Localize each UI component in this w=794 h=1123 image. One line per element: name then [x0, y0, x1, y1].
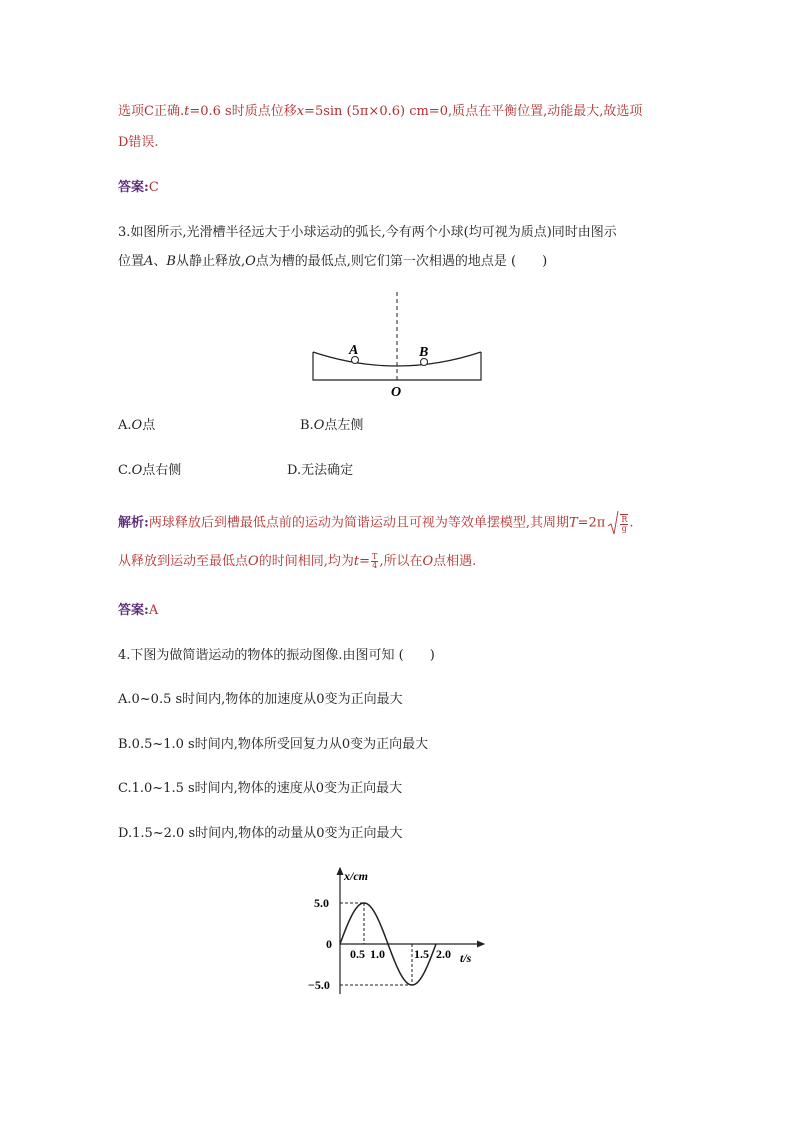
- q3-option-d: D.无法确定: [287, 463, 354, 478]
- q3-var-B: B: [166, 254, 176, 269]
- q3-var-O: O: [245, 254, 256, 269]
- q2-expl-var-t: t: [184, 104, 190, 119]
- q2-answer: [118, 178, 159, 198]
- x-tick-2.0: 2.0: [436, 947, 451, 961]
- q2-explanation-line2: D错误.: [118, 135, 159, 150]
- q3-option-c-text: 点右侧: [142, 463, 182, 478]
- q4-vibration-graph: [300, 862, 500, 1002]
- t-fraction: [371, 553, 378, 570]
- q3-expl-var-T: T: [568, 515, 578, 531]
- q4-option-d: D.1.5~2.0 s时间内,物体的动量从0变为正向最大: [118, 826, 403, 841]
- x-tick-0.5: 0.5: [350, 947, 365, 961]
- sqrt-fraction: [620, 514, 628, 533]
- fraction-denominator: 4: [372, 561, 378, 570]
- q3-stem-text-a: 位置: [118, 254, 145, 269]
- x-tick-1.5: 1.5: [414, 947, 429, 961]
- q3-expl-label: 解析:: [118, 515, 149, 531]
- q4-option-c: C.1.0~1.5 s时间内,物体的速度从0变为正向最大: [118, 781, 403, 796]
- q3-stem-line1: 3.如图所示,光滑槽半径远大于小球运动的弧长,今有两个小球(均可视为质点)同时由图示: [118, 225, 617, 240]
- sqrt-numerator: R: [621, 514, 628, 524]
- q3-expl-period: .: [629, 515, 634, 531]
- q3-option-b: [300, 416, 363, 436]
- y-tick-zero: 0: [326, 937, 332, 951]
- sqrt-radical-icon: [607, 510, 619, 536]
- q3-expl-eq: =2π: [577, 515, 606, 531]
- q3-option-b-prefix: B.: [300, 418, 314, 433]
- q3-option-a-text: 点: [142, 418, 156, 433]
- q3-expl2-var-O: O: [248, 554, 259, 569]
- y-axis-label: x/cm: [344, 869, 368, 883]
- q3-option-a-prefix: A.: [118, 418, 132, 433]
- q3-stem-text-c: 点为槽的最低点,则它们第一次相遇的地点是 ( ): [255, 254, 548, 269]
- label-a: A: [349, 343, 359, 358]
- q3-option-b-var: O: [313, 418, 325, 433]
- q2-expl-text-c: =5sin (5π×0.6) cm=0,质点在平衡位置,动能最大,故选项: [304, 104, 643, 119]
- q3-option-a-var: O: [131, 418, 143, 433]
- x-axis-label: t/s: [460, 951, 472, 965]
- q2-expl-text-a: 选项C正确.: [118, 104, 185, 119]
- q4-option-a: A.0~0.5 s时间内,物体的加速度从0变为正向最大: [118, 692, 403, 707]
- q2-expl-text-b: =0.6 s时质点位移: [189, 104, 297, 119]
- q3-expl2-text-a: 从释放到运动至最低点: [118, 554, 249, 569]
- q3-expl-text: 两球释放后到槽最低点前的运动为简谐运动且可视为等效单摆模型,其周期: [148, 515, 569, 531]
- q3-expl2-var-O2: O: [422, 554, 434, 569]
- q3-option-a: [118, 416, 155, 436]
- q3-expl2-text-c: ,所以在: [379, 554, 423, 569]
- q3-option-c-prefix: C.: [118, 463, 132, 478]
- q3-groove-figure: [305, 288, 490, 400]
- q3-option-b-text: 点左侧: [324, 418, 364, 433]
- y-tick-negative: −5.0: [308, 978, 330, 992]
- q3-option-c: [118, 461, 181, 481]
- x-tick-1.0: 1.0: [370, 947, 385, 961]
- q3-expl2-text-b: 的时间相同,均为: [258, 554, 354, 569]
- q3-answer: [118, 601, 158, 621]
- sqrt-expression: [607, 510, 629, 536]
- q3-sep: 、: [153, 254, 167, 269]
- q3-stem-text-b: 从静止释放,: [175, 254, 246, 269]
- q3-expl2-text-d: 点相遇.: [433, 554, 477, 569]
- q3-var-A: A: [144, 254, 154, 269]
- q4-option-b: B.0.5~1.0 s时间内,物体所受回复力从0变为正向最大: [118, 737, 429, 752]
- label-o: O: [391, 385, 402, 400]
- q3-stem-line2: [118, 252, 547, 272]
- q3-answer-value: A: [148, 603, 159, 618]
- q2-answer-label: 答案:: [118, 180, 149, 195]
- q3-expl2-eq: =: [359, 554, 370, 569]
- q3-answer-label: 答案:: [118, 603, 149, 618]
- q2-answer-value: C: [148, 180, 159, 195]
- q4-stem: 4.下图为做简谐运动的物体的振动图像.由图可知 ( ): [118, 648, 435, 663]
- q3-option-c-var: O: [131, 463, 143, 478]
- q3-explanation-line2: [118, 552, 476, 572]
- q3-explanation-line1: [118, 510, 634, 536]
- label-b: B: [419, 345, 429, 360]
- q3-expl2-var-t: t: [353, 554, 360, 569]
- sqrt-denominator: g: [621, 523, 627, 533]
- y-tick-positive: 5.0: [314, 896, 329, 910]
- q2-expl-var-x: x: [296, 104, 305, 119]
- fraction-numerator: T: [371, 552, 378, 561]
- q2-explanation-line1: [118, 102, 642, 122]
